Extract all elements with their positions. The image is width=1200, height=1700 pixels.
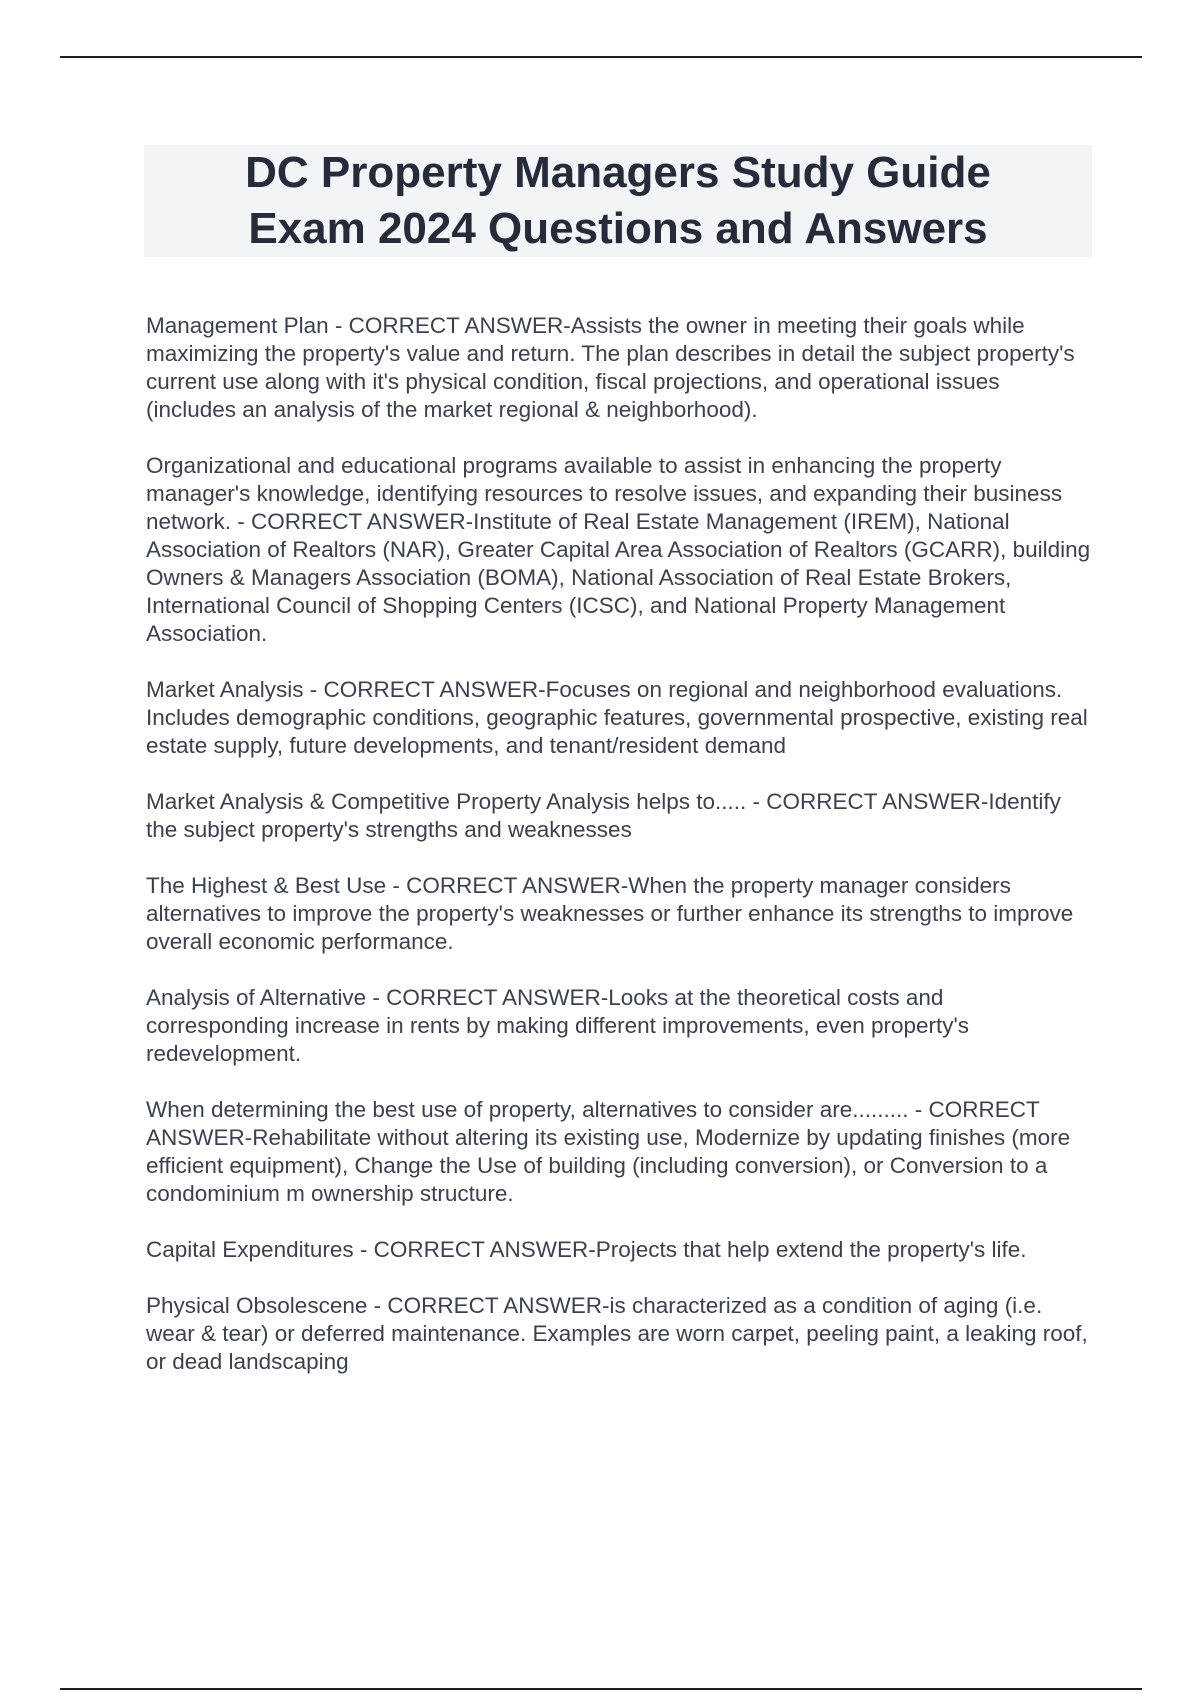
qa-entry-market-analysis: Market Analysis - CORRECT ANSWER-Focuses on regional and neighborhood evaluations. Includes demographic conditions, geographic features, governmental prospective, existing real estate supply, future developments, and tenant/resident demand <box>146 677 1088 758</box>
qa-entry-highest-best-use: The Highest & Best Use - CORRECT ANSWER-When the property manager considers alternatives to improve the property's weaknesses or further enhance its strengths to improve overall economic performance. <box>146 873 1074 954</box>
qa-entry-best-use-alternatives: When determining the best use of property, alternatives to consider are......... - CORRECT ANSWER-Rehabilitate without altering its existing use, Modernize by updating finishes (more efficient equipment), Change the Use of building (including conversion), or Conversion to a condominium m ownership structure. <box>146 1097 1071 1206</box>
bottom-divider <box>60 1688 1142 1690</box>
page-title <box>245 145 991 257</box>
qa-entry-capital-expenditures: Capital Expenditures - CORRECT ANSWER-Projects that help extend the property's life. <box>146 1237 1027 1262</box>
qa-entry-competitive-analysis: Market Analysis & Competitive Property Analysis helps to..... - CORRECT ANSWER-Identify the subject property's strengths and weaknesses <box>146 789 1061 842</box>
page-title-line-2: Exam 2024 Questions and Answers <box>248 204 988 253</box>
title-banner <box>144 145 1092 257</box>
qa-entry-physical-obsolescence: Physical Obsolescene - CORRECT ANSWER-is characterized as a condition of aging (i.e. wear & tear) or deferred maintenance. Examples are worn carpet, peeling paint, a leaking roof, or dead landscaping <box>146 1293 1088 1374</box>
qa-entry-organizational-programs: Organizational and educational programs available to assist in enhancing the property manager's knowledge, identifying resources to resolve issues, and expanding their business network. - CORRECT ANSWER-Institute of Real Estate Management (IREM), National Association of Realtors (NAR), Greater Capital Area Association of Realtors (GCARR), building Owners & Managers Association (BOMA), National Association of Real Estate Brokers, International Council of Shopping Centers (ICSC), and National Property Management Association. <box>146 453 1091 646</box>
qa-entry-management-plan: Management Plan - CORRECT ANSWER-Assists the owner in meeting their goals while maximizing the property's value and return. The plan describes in detail the subject property's current use along with it's physical condition, fiscal projections, and operational issues (includes an analysis of the market regional & neighborhood). <box>146 313 1075 422</box>
top-divider <box>60 56 1142 58</box>
qa-list <box>146 312 1092 1404</box>
qa-entry-analysis-of-alternative: Analysis of Alternative - CORRECT ANSWER-Looks at the theoretical costs and corresponding increase in rents by making different improvements, even property's redevelopment. <box>146 985 970 1066</box>
page-title-line-1: DC Property Managers Study Guide <box>245 148 991 197</box>
